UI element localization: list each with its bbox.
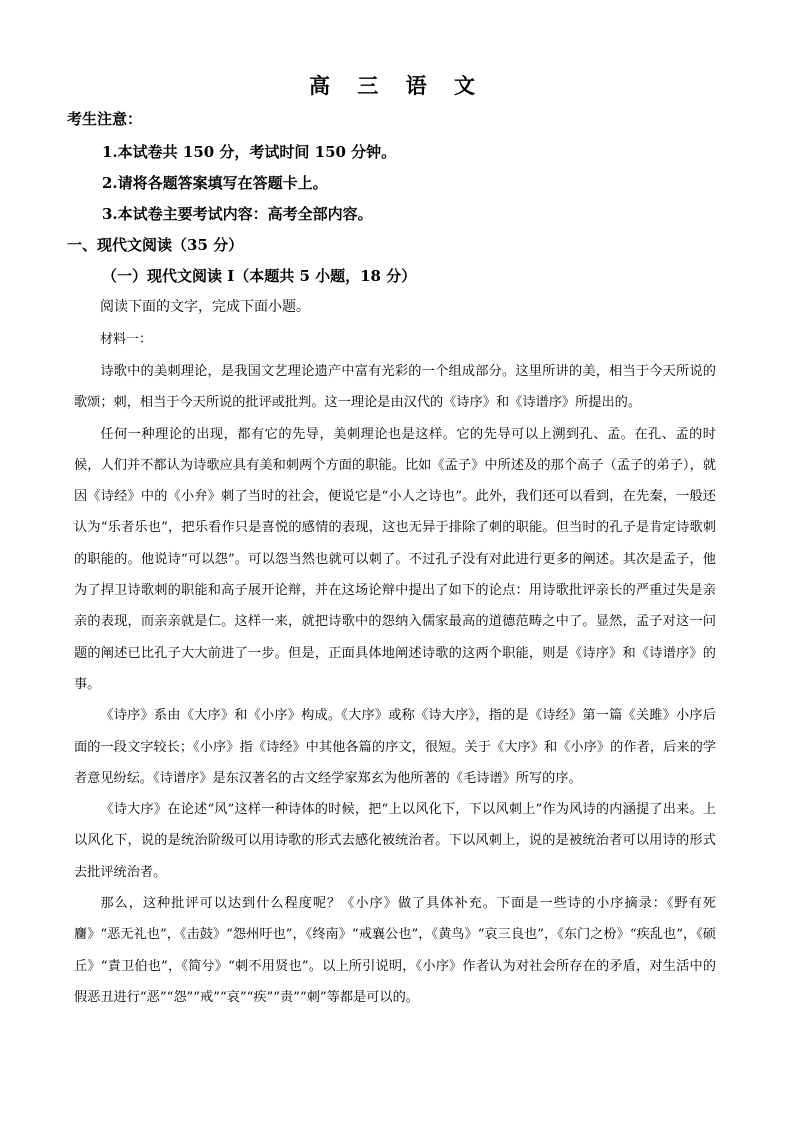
reading-passage [74, 356, 716, 1013]
notice-item-1: 1.本试卷共 150 分，考试时间 150 分钟。 [102, 143, 397, 161]
material-label: 材料一： [100, 332, 153, 347]
reading-instruction: 阅读下面的文字，完成下面小题。 [100, 299, 310, 315]
notice-item-3: 3.本试卷主要考试内容：高考全部内容。 [102, 205, 373, 223]
passage-paragraph-2: 任何一种理论的出现，都有它的先导，美刺理论也是这样。它的先导可以上溯到孔、孟。在孔、孟的时候，人们并不都认为诗歌应具有美和刺两个方面的职能。比如《孟子》中所述及的那个高子（孟子的弟子），就因《诗经》中的《小弁》刺了当时的社会，便说它是“小人之诗也”。此外，我们还可以看到，在先秦，一般还认为“乐者乐也”，把乐看作只是喜悦的感情的表现，这也无异于排除了刺的职能。但当时的孔子是肯定诗歌刺的职能的。他说诗“可以怨”。可以怨当然也就可以刺了。不过孔子没有对此进行更多的阐述。其次是孟子，他为了捍卫诗歌刺的职能和高子展开论辩，并在这场论辩中提出了如下的论点：用诗歌批评亲长的严重过失是亲亲的表现，而亲亲就是仁。这样一来，就把诗歌中的怨纳入儒家最高的道德范畴之中了。显然，孟子对这一问题的阐述已比孔子大大前进了一步。但是，正面具体地阐述诗歌的这两个职能，则是《诗序》和《诗谱序》的事。 [74, 426, 716, 692]
passage-paragraph-5: 那么，这种批评可以达到什么程度呢？《小序》做了具体补充。下面是一些诗的小序摘录：《野有死麕》“恶无礼也”，《击鼓》“怨州吁也”，《终南》“戒襄公也”，《黄鸟》“哀三良也”，《东门之枌》“疾乱也”，《硕丘》“責卫伯也”，《简兮》“刺不用贤也”。以上所引说明，《小序》作者认为对社会所存在的矛盾，对生活中的假恶丑进行“恶”“怨”“戒”“哀”“疾”“责”“刺”等都是可以的。 [74, 896, 716, 1005]
section-heading: 一、现代文阅读（35 分） [67, 236, 244, 254]
passage-paragraph-3: 《诗序》系由《大序》和《小序》构成。《大序》或称《诗大序》，指的是《诗经》第一篇《关雎》小序后面的一段文字较长；《小序》指《诗经》中其他各篇的序文，很短。关于《大序》和《小序》的作者，后来的学者意见纷纭。《诗谱序》是东汉著名的古文经学家郑玄为他所著的《毛诗谱》所写的序。 [74, 708, 716, 786]
section-subheading: （一）现代文阅读 I（本题共 5 小题，18 分） [102, 267, 417, 285]
passage-paragraph-4: 《诗大序》在论述“风”这样一种诗体的时候，把“上以风化下，下以风刺上”作为风诗的内涵提了出来。上以风化下，说的是统治阶级可以用诗歌的形式去感化被统治者。下以风刺上，说的是被统治者可以用诗的形式去批评统治者。 [74, 802, 716, 880]
page-title: 高 三 语 文 [309, 73, 485, 98]
passage-paragraph-1: 诗歌中的美刺理论，是我国文艺理论遗产中富有光彩的一个组成部分。这里所讲的美，相当于今天所说的歌颂；刺，相当于今天所说的批评或批判。这一理论是由汉代的《诗序》和《诗谱序》所提出的。 [74, 364, 716, 411]
notice-item-2: 2.请将各题答案填写在答题卡上。 [102, 174, 328, 192]
notice-heading: 考生注意： [67, 110, 143, 128]
